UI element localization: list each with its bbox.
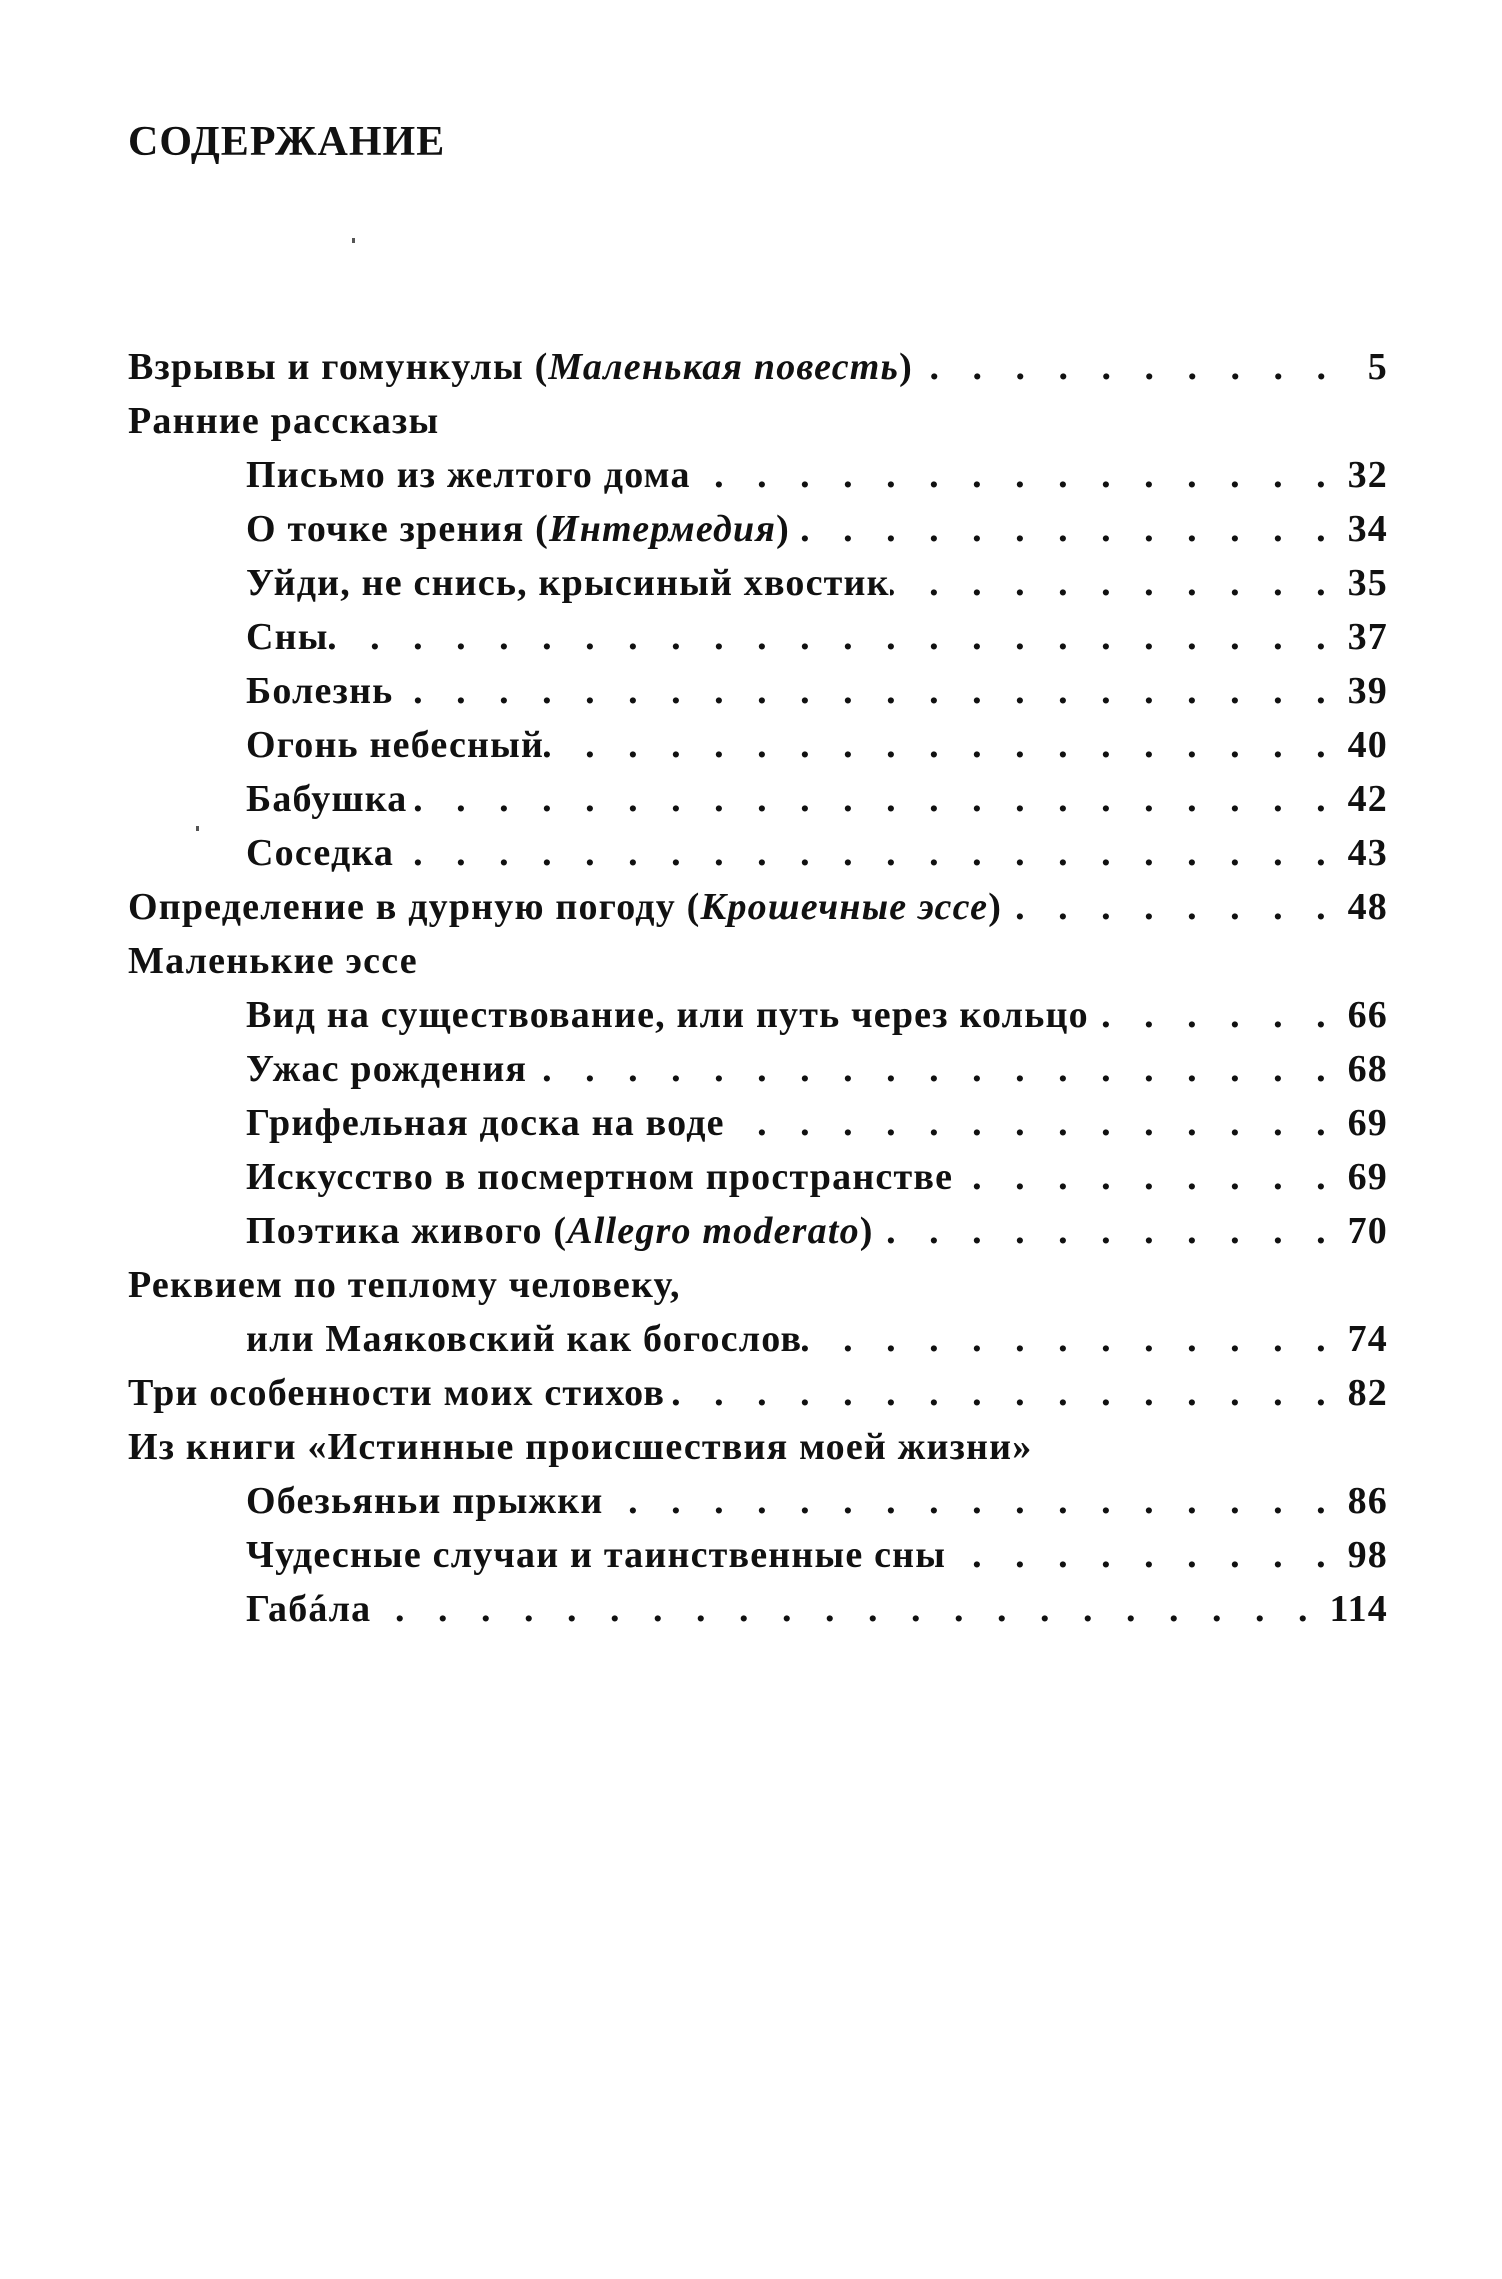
toc-entry-text-end: ) bbox=[899, 346, 913, 388]
toc-entry-text: Поэтика живого ( bbox=[246, 1210, 568, 1252]
toc-entry bbox=[128, 831, 1388, 885]
toc-entry bbox=[128, 885, 1388, 939]
toc-entry-subtitle: Крошечные эссе bbox=[700, 886, 989, 928]
toc-entry bbox=[128, 1425, 1388, 1479]
dot-leader bbox=[544, 723, 1348, 767]
dot-leader bbox=[407, 777, 1347, 821]
toc-entry bbox=[128, 1371, 1388, 1425]
toc-entry-subtitle: Маленькая повесть bbox=[548, 346, 900, 388]
dot-leader bbox=[946, 1533, 1347, 1577]
toc-entry-title bbox=[128, 1263, 681, 1307]
toc-entry-text: Ранние рассказы bbox=[128, 400, 440, 442]
toc-entry-text: Соседка bbox=[246, 832, 395, 874]
toc-entry bbox=[128, 615, 1388, 669]
dot-leader bbox=[603, 1479, 1347, 1523]
toc-entry-text: Искусство в посмертном пространстве bbox=[246, 1156, 954, 1198]
toc-entry-text: Реквием по теплому человеку, bbox=[128, 1264, 681, 1306]
toc-entry-title bbox=[128, 345, 913, 389]
toc-entry bbox=[128, 1101, 1388, 1155]
toc-entry bbox=[128, 453, 1388, 507]
dot-leader bbox=[665, 1371, 1347, 1415]
toc-entry bbox=[128, 723, 1388, 777]
toc-entry-title bbox=[128, 1371, 665, 1415]
toc-entry bbox=[128, 1533, 1388, 1587]
page-number: 114 bbox=[1329, 1588, 1388, 1630]
toc-entry bbox=[128, 777, 1388, 831]
page-number: 34 bbox=[1347, 508, 1388, 550]
toc-entry bbox=[128, 669, 1388, 723]
page-number: 69 bbox=[1347, 1102, 1388, 1144]
toc-entry bbox=[128, 1209, 1388, 1263]
dot-leader bbox=[329, 615, 1348, 659]
toc-entry bbox=[128, 1155, 1388, 1209]
dot-leader bbox=[953, 1155, 1347, 1199]
dot-leader bbox=[527, 1047, 1347, 1091]
page-number: 40 bbox=[1347, 724, 1388, 766]
toc-entry-text: Вид на существование, или путь через кольцо bbox=[246, 994, 1089, 1036]
toc-entry-text: Маленькие эссе bbox=[128, 940, 418, 982]
page-number: 43 bbox=[1347, 832, 1388, 874]
dot-leader bbox=[802, 1317, 1347, 1361]
page-number: 82 bbox=[1347, 1372, 1388, 1414]
page-title: СОДЕРЖАНИЕ bbox=[128, 119, 446, 165]
toc-entry-title bbox=[246, 1479, 603, 1523]
toc-entry-text: Уйди, не снись, крысиный хвостик bbox=[246, 562, 890, 604]
page-number: 48 bbox=[1347, 886, 1388, 928]
toc-entry-text: Письмо из желтого дома bbox=[246, 454, 691, 496]
page-number: 39 bbox=[1347, 670, 1388, 712]
toc-entry bbox=[128, 561, 1388, 615]
toc-entry-title bbox=[128, 939, 418, 983]
toc-entry-text: или Маяковский как богослов bbox=[246, 1318, 803, 1360]
toc-entry-title bbox=[246, 831, 394, 875]
toc-entry-title bbox=[246, 669, 393, 713]
toc-entry-title bbox=[246, 1533, 946, 1577]
page-number: 37 bbox=[1347, 616, 1388, 658]
page-number: 69 bbox=[1347, 1156, 1388, 1198]
page-number: 32 bbox=[1347, 454, 1388, 496]
dot-leader bbox=[1002, 885, 1348, 929]
toc-entry-title bbox=[128, 399, 439, 443]
toc-entry-text: Грифельная доска на воде bbox=[246, 1102, 725, 1144]
toc-entry-text: Ужас рождения bbox=[246, 1048, 528, 1090]
toc-entry-title bbox=[246, 507, 790, 551]
toc-entry-text: Из книги «Истинные происшествия моей жизни» bbox=[128, 1426, 1033, 1468]
table-of-contents bbox=[128, 345, 1388, 1641]
toc-entry bbox=[128, 507, 1388, 561]
page-number: 35 bbox=[1347, 562, 1388, 604]
toc-entry bbox=[128, 939, 1388, 993]
toc-entry-text: Габáла bbox=[246, 1588, 372, 1630]
page-number: 98 bbox=[1347, 1534, 1388, 1576]
toc-entry-title bbox=[246, 453, 691, 497]
toc-entry-title bbox=[246, 561, 890, 605]
dot-leader bbox=[890, 561, 1348, 605]
toc-entry-text: Взрывы и гомункулы ( bbox=[128, 346, 549, 388]
toc-entry bbox=[128, 1479, 1388, 1533]
page-number: 70 bbox=[1347, 1210, 1388, 1252]
toc-entry bbox=[128, 1047, 1388, 1101]
dot-leader bbox=[371, 1587, 1329, 1631]
toc-entry-title bbox=[246, 1047, 527, 1091]
print-speck bbox=[352, 238, 355, 243]
dot-leader bbox=[394, 831, 1348, 875]
page-number: 42 bbox=[1347, 778, 1388, 820]
toc-entry-title bbox=[246, 1209, 874, 1253]
toc-entry-title bbox=[246, 993, 1089, 1037]
dot-leader bbox=[790, 507, 1348, 551]
toc-entry-text: Огонь небесный bbox=[246, 724, 545, 766]
toc-entry bbox=[128, 1587, 1388, 1641]
toc-entry-text: Обезьяньи прыжки bbox=[246, 1480, 604, 1522]
page-number: 86 bbox=[1347, 1480, 1388, 1522]
dot-leader bbox=[725, 1101, 1348, 1145]
toc-entry-title bbox=[246, 1317, 802, 1361]
toc-entry bbox=[128, 1317, 1388, 1371]
toc-entry-title bbox=[246, 777, 407, 821]
toc-entry bbox=[128, 993, 1388, 1047]
toc-entry-title bbox=[246, 723, 544, 767]
dot-leader bbox=[393, 669, 1347, 713]
toc-entry-text-end: ) bbox=[859, 1210, 874, 1252]
toc-entry-title bbox=[246, 1587, 371, 1631]
dot-leader bbox=[913, 345, 1348, 389]
toc-entry-subtitle: Allegro moderato bbox=[567, 1210, 860, 1252]
toc-entry-text: Три особенности моих стихов bbox=[128, 1372, 666, 1414]
toc-entry-title bbox=[128, 885, 1002, 929]
dot-leader bbox=[691, 453, 1348, 497]
toc-entry-text: О точке зрения ( bbox=[246, 508, 549, 550]
page-number: 66 bbox=[1347, 994, 1388, 1036]
page-number: 74 bbox=[1347, 1318, 1388, 1360]
toc-entry-text: Бабушка bbox=[246, 778, 408, 820]
toc-entry-text: Чудесные случаи и таинственные сны bbox=[246, 1534, 947, 1576]
toc-entry bbox=[128, 345, 1388, 399]
page-number: 68 bbox=[1347, 1048, 1388, 1090]
toc-entry-title bbox=[246, 615, 329, 659]
toc-entry bbox=[128, 399, 1388, 453]
toc-entry-title bbox=[128, 1425, 1032, 1469]
toc-entry-text: Определение в дурную погоду ( bbox=[128, 886, 701, 928]
toc-entry-title bbox=[246, 1101, 725, 1145]
dot-leader bbox=[874, 1209, 1348, 1253]
dot-leader bbox=[1089, 993, 1348, 1037]
toc-entry-text: Болезнь bbox=[246, 670, 394, 712]
toc-entry-title bbox=[246, 1155, 953, 1199]
toc-entry-subtitle: Интермедия bbox=[548, 508, 777, 550]
toc-entry-text-end: ) bbox=[988, 886, 1003, 928]
toc-entry-text: Сны bbox=[246, 616, 329, 658]
page-number: 5 bbox=[1367, 346, 1388, 388]
toc-entry-text-end: ) bbox=[776, 508, 791, 550]
toc-entry bbox=[128, 1263, 1388, 1317]
